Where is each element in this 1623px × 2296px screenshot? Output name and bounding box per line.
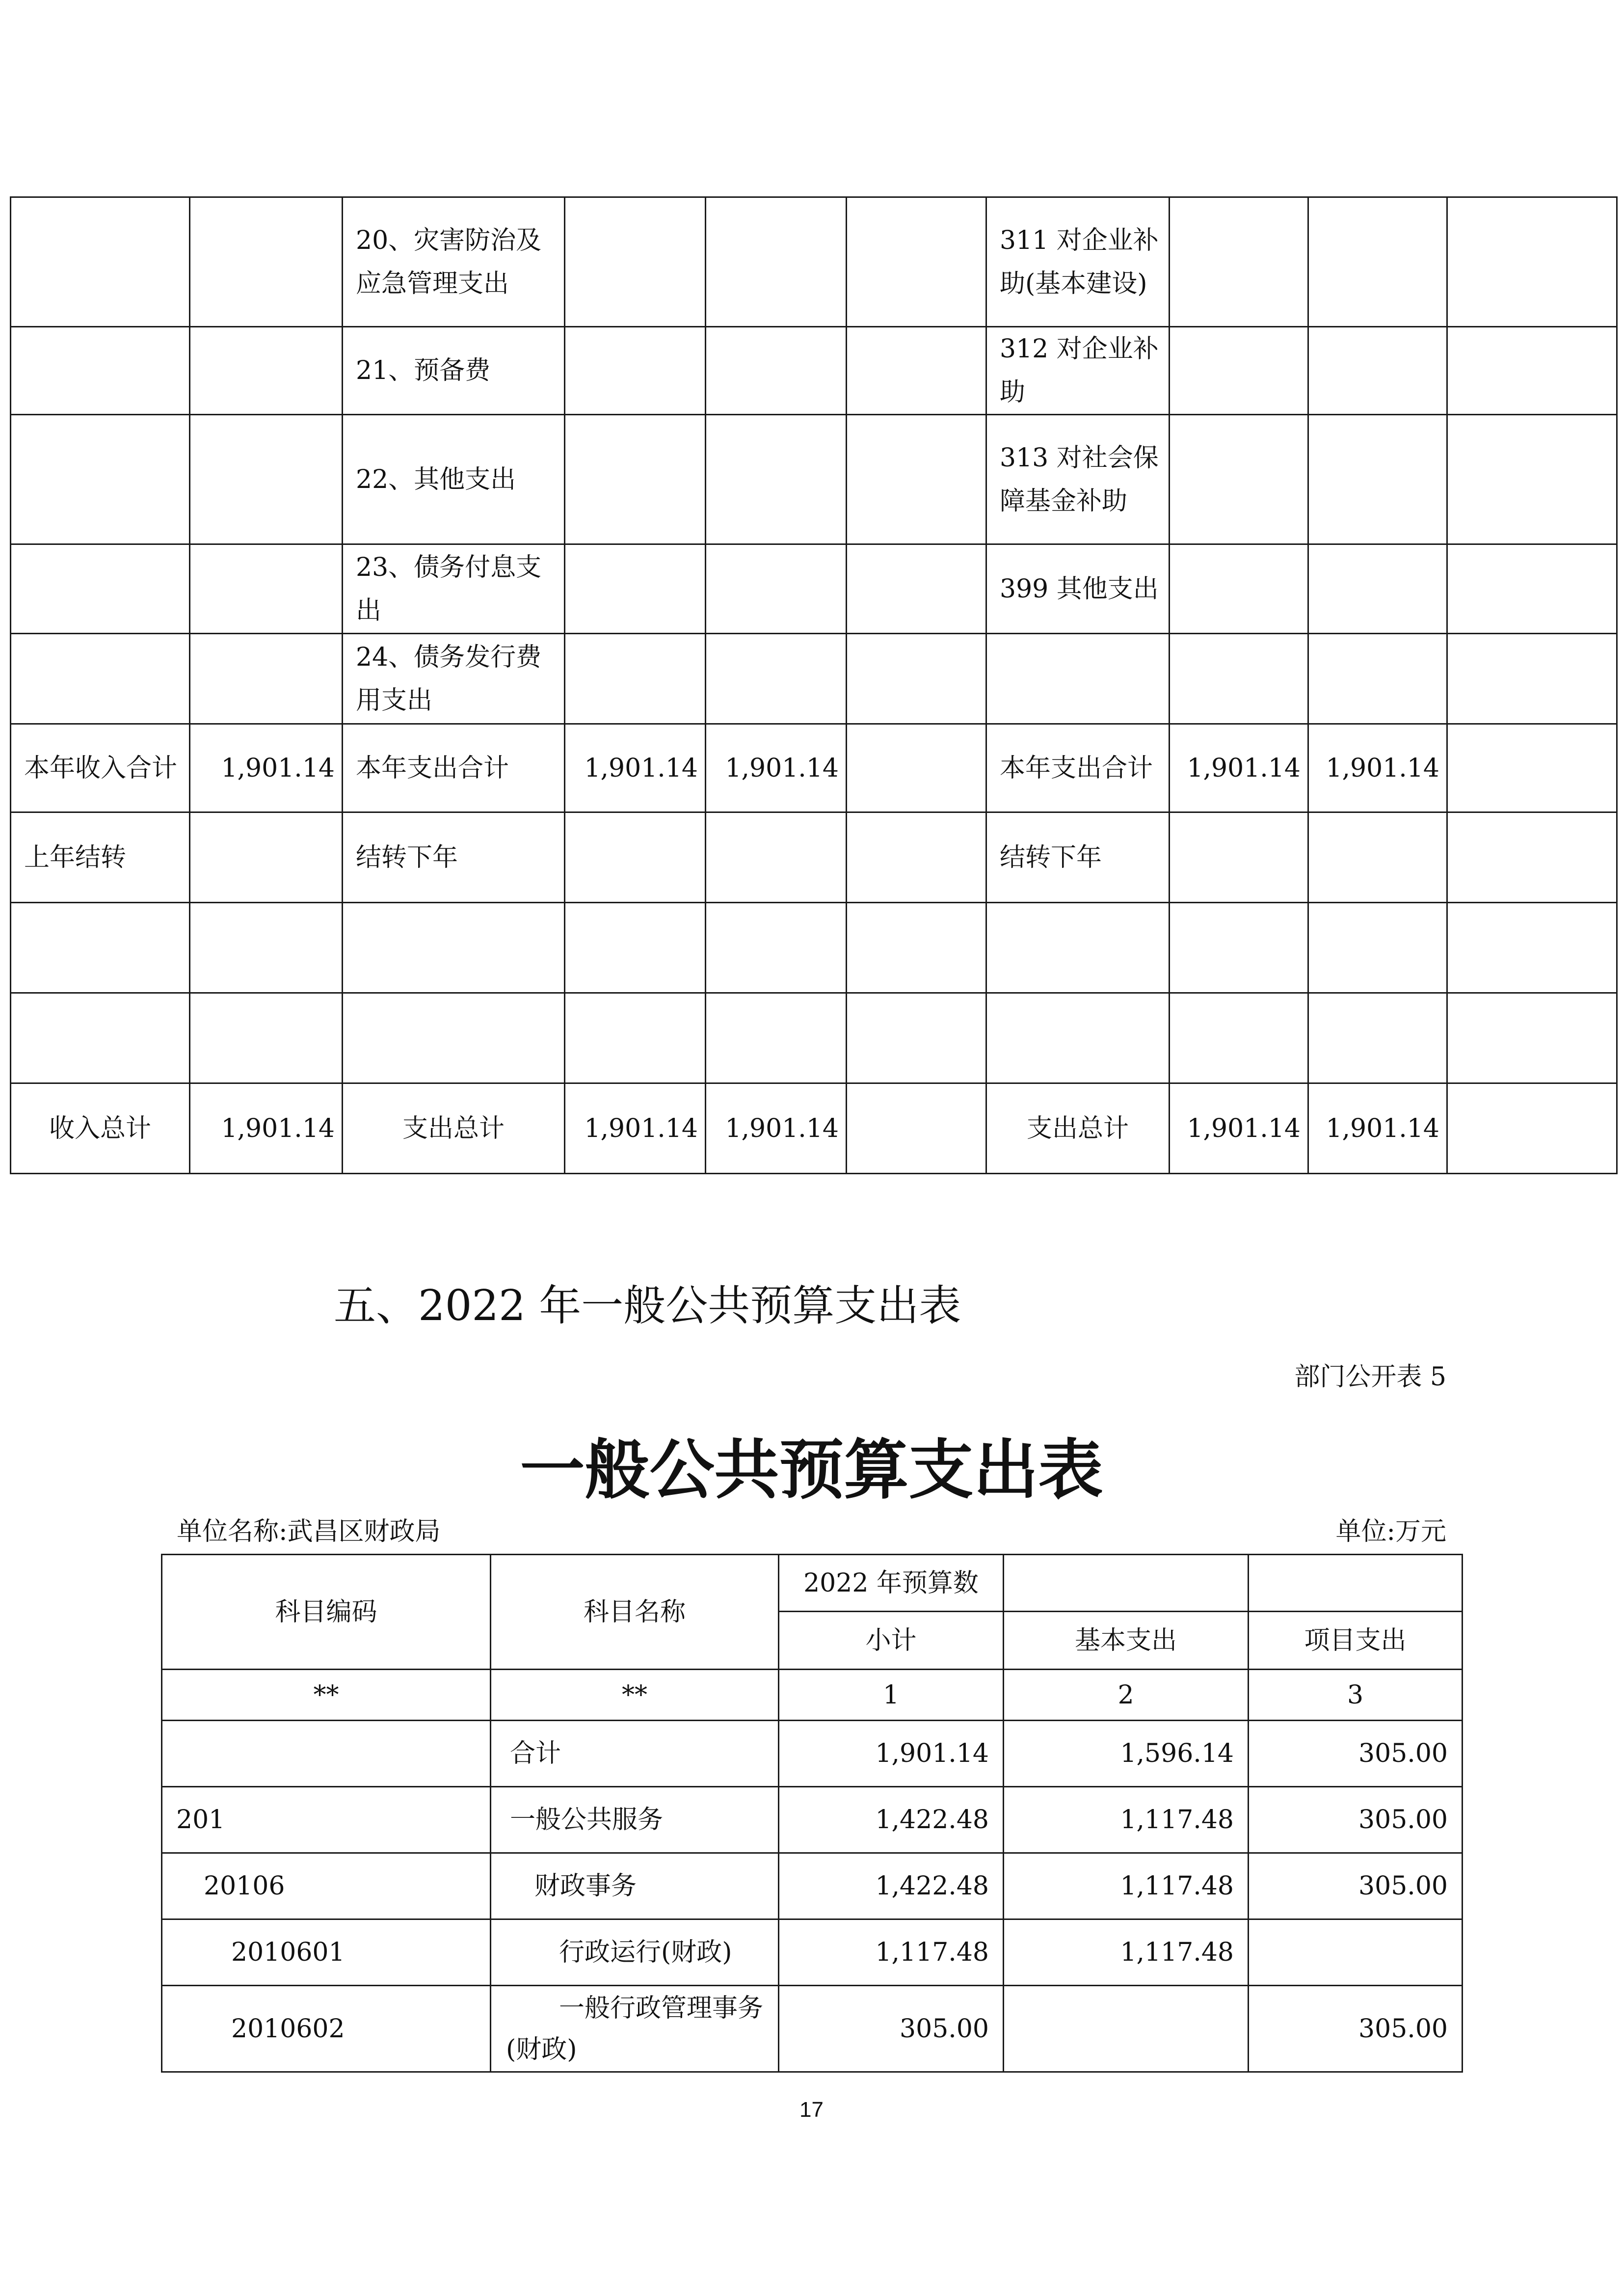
econ-general-cell [1308,634,1447,724]
expense-fund-cell [847,634,986,724]
income-item-cell [11,634,190,724]
expense-general-cell: 1,901.14 [706,724,847,812]
table-row [11,903,1617,993]
table-row [162,1787,1463,1853]
expense-general-cell [706,415,847,544]
expense-fund-cell [847,903,986,993]
expense-item-cell: 结转下年 [343,812,565,903]
expense-item-cell: 23、债务付息支出 [343,544,565,634]
page-number: 17 [799,2098,824,2122]
econ-general-cell [1308,197,1447,327]
expense-item-cell: 22、其他支出 [343,415,565,544]
unit-label: 单位:万元 [1335,1517,1446,1546]
econ-general-cell [1308,415,1447,544]
econ-total-fund [1447,1083,1617,1174]
table-row [162,1721,1463,1787]
income-amount-cell [190,903,343,993]
header-row [162,1555,1463,1612]
index-row [162,1670,1463,1721]
index-cell: ** [162,1670,491,1721]
table-row [11,415,1617,544]
subtotal-cell: 1,422.48 [779,1853,1004,1919]
income-amount-cell [190,544,343,634]
econ-amount-cell: 1,901.14 [1170,724,1308,812]
econ-item-cell: 311 对企业补助(基本建设) [986,197,1170,327]
econ-amount-cell [1170,544,1308,634]
econ-fund-cell [1447,724,1617,812]
name-cell: 行政运行(财政) [491,1919,779,1986]
expense-amount-cell [565,197,706,327]
econ-total-label: 支出总计 [986,1083,1170,1174]
basic-cell: 1,117.48 [1004,1853,1249,1919]
subtotal-cell: 1,422.48 [779,1787,1004,1853]
expense-item-cell [343,903,565,993]
econ-item-cell [986,993,1170,1083]
table-row [11,993,1617,1083]
budget-summary-table [10,196,1618,1174]
code-cell: 2010602 [162,1986,491,2072]
project-cell: 305.00 [1249,1986,1463,2072]
header-project: 项目支出 [1249,1612,1463,1670]
expense-general-cell [706,197,847,327]
econ-amount-cell [1170,903,1308,993]
income-amount-cell [190,993,343,1083]
income-item-cell [11,903,190,993]
econ-amount-cell [1170,415,1308,544]
income-item-cell [11,415,190,544]
expense-total-fund [847,1083,986,1174]
header-basic: 基本支出 [1004,1612,1249,1670]
expense-fund-cell [847,415,986,544]
name-cell: 一般行政管理事务(财政) [491,1986,779,2072]
expense-item-cell: 20、灾害防治及应急管理支出 [343,197,565,327]
basic-cell: 1,117.48 [1004,1919,1249,1986]
expense-amount-cell [565,327,706,415]
income-item-cell [11,993,190,1083]
expense-amount-cell [565,993,706,1083]
index-cell: 3 [1249,1670,1463,1721]
header-code: 科目编码 [162,1555,491,1670]
econ-general-cell: 1,901.14 [1308,724,1447,812]
code-cell: 20106 [162,1853,491,1919]
income-item-cell: 本年收入合计 [11,724,190,812]
summary-table-body [11,197,1617,1174]
expense-fund-cell [847,724,986,812]
project-cell: 305.00 [1249,1853,1463,1919]
general-budget-expense-table [161,1554,1463,2073]
page-title: 一般公共预算支出表 [520,1432,1103,1508]
expense-amount-cell [565,634,706,724]
code-cell [162,1721,491,1787]
econ-item-cell: 结转下年 [986,812,1170,903]
index-cell: 1 [779,1670,1004,1721]
econ-amount-cell [1170,197,1308,327]
table-row [162,1853,1463,1919]
income-item-cell: 上年结转 [11,812,190,903]
expense-fund-cell [847,544,986,634]
income-amount-cell: 1,901.14 [190,724,343,812]
econ-general-cell [1308,993,1447,1083]
code-cell: 201 [162,1787,491,1853]
total-row [11,1083,1617,1174]
index-cell: 2 [1004,1670,1249,1721]
expense-fund-cell [847,197,986,327]
header-subtotal: 小计 [779,1612,1004,1670]
econ-item-cell: 312 对企业补助 [986,327,1170,415]
header-blank-cell [1249,1555,1463,1612]
econ-fund-cell [1447,415,1617,544]
income-total-amount: 1,901.14 [190,1083,343,1174]
subtotal-cell: 305.00 [779,1986,1004,2072]
table-row [11,634,1617,724]
table-row [162,1919,1463,1986]
econ-item-cell: 本年支出合计 [986,724,1170,812]
econ-amount-cell [1170,993,1308,1083]
income-amount-cell [190,634,343,724]
section-heading: 五、2022 年一般公共预算支出表 [334,1281,961,1330]
econ-general-cell [1308,544,1447,634]
income-item-cell [11,197,190,327]
income-amount-cell [190,415,343,544]
econ-item-cell [986,634,1170,724]
project-cell: 305.00 [1249,1787,1463,1853]
table-row [11,327,1617,415]
table-row [11,724,1617,812]
name-cell: 合计 [491,1721,779,1787]
expense-amount-cell [565,544,706,634]
income-amount-cell [190,197,343,327]
income-amount-cell [190,327,343,415]
subtotal-cell: 1,901.14 [779,1721,1004,1787]
name-cell: 财政事务 [491,1853,779,1919]
expense-general-cell [706,634,847,724]
econ-general-cell [1308,812,1447,903]
expense-item-cell: 21、预备费 [343,327,565,415]
expense-fund-cell [847,812,986,903]
expense-fund-cell [847,327,986,415]
econ-fund-cell [1447,993,1617,1083]
expense-general-cell [706,544,847,634]
econ-fund-cell [1447,327,1617,415]
expense-general-cell [706,812,847,903]
income-amount-cell [190,812,343,903]
code-cell: 2010601 [162,1919,491,1986]
expense-total-label: 支出总计 [343,1083,565,1174]
expense-fund-cell [847,993,986,1083]
expense-item-cell: 本年支出合计 [343,724,565,812]
income-total-label: 收入总计 [11,1083,190,1174]
expense-general-cell [706,903,847,993]
expense-amount-cell: 1,901.14 [565,724,706,812]
econ-total-amount: 1,901.14 [1170,1083,1308,1174]
expense-amount-cell [565,415,706,544]
expense-amount-cell [565,903,706,993]
name-cell: 一般公共服务 [491,1787,779,1853]
income-item-cell [11,544,190,634]
table-row [11,812,1617,903]
unit-name: 单位名称:武昌区财政局 [177,1517,441,1546]
econ-fund-cell [1447,812,1617,903]
expense-general-cell [706,993,847,1083]
basic-cell: 1,596.14 [1004,1721,1249,1787]
form-number: 部门公开表 5 [1294,1362,1446,1392]
project-cell: 305.00 [1249,1721,1463,1787]
basic-cell: 1,117.48 [1004,1787,1249,1853]
expense-item-cell: 24、债务发行费用支出 [343,634,565,724]
econ-amount-cell [1170,812,1308,903]
table-row [162,1986,1463,2072]
expense-general-cell [706,327,847,415]
table-row [11,544,1617,634]
expense-item-cell [343,993,565,1083]
header-name: 科目名称 [491,1555,779,1670]
econ-fund-cell [1447,544,1617,634]
econ-general-cell [1308,327,1447,415]
econ-fund-cell [1447,197,1617,327]
header-blank-cell [1004,1555,1249,1612]
expense-amount-cell [565,812,706,903]
table-row [11,197,1617,327]
index-cell: ** [491,1670,779,1721]
econ-item-cell [986,903,1170,993]
econ-amount-cell [1170,327,1308,415]
basic-cell [1004,1986,1249,2072]
econ-item-cell: 313 对社会保障基金补助 [986,415,1170,544]
econ-fund-cell [1447,634,1617,724]
income-item-cell [11,327,190,415]
econ-general-cell [1308,903,1447,993]
header-budget-group: 2022 年预算数 [779,1555,1004,1612]
project-cell [1249,1919,1463,1986]
econ-amount-cell [1170,634,1308,724]
expense-total-general: 1,901.14 [706,1083,847,1174]
expense-table-body [162,1555,1463,2072]
econ-item-cell: 399 其他支出 [986,544,1170,634]
subtotal-cell: 1,117.48 [779,1919,1004,1986]
econ-fund-cell [1447,903,1617,993]
econ-total-general: 1,901.14 [1308,1083,1447,1174]
expense-total-amount: 1,901.14 [565,1083,706,1174]
